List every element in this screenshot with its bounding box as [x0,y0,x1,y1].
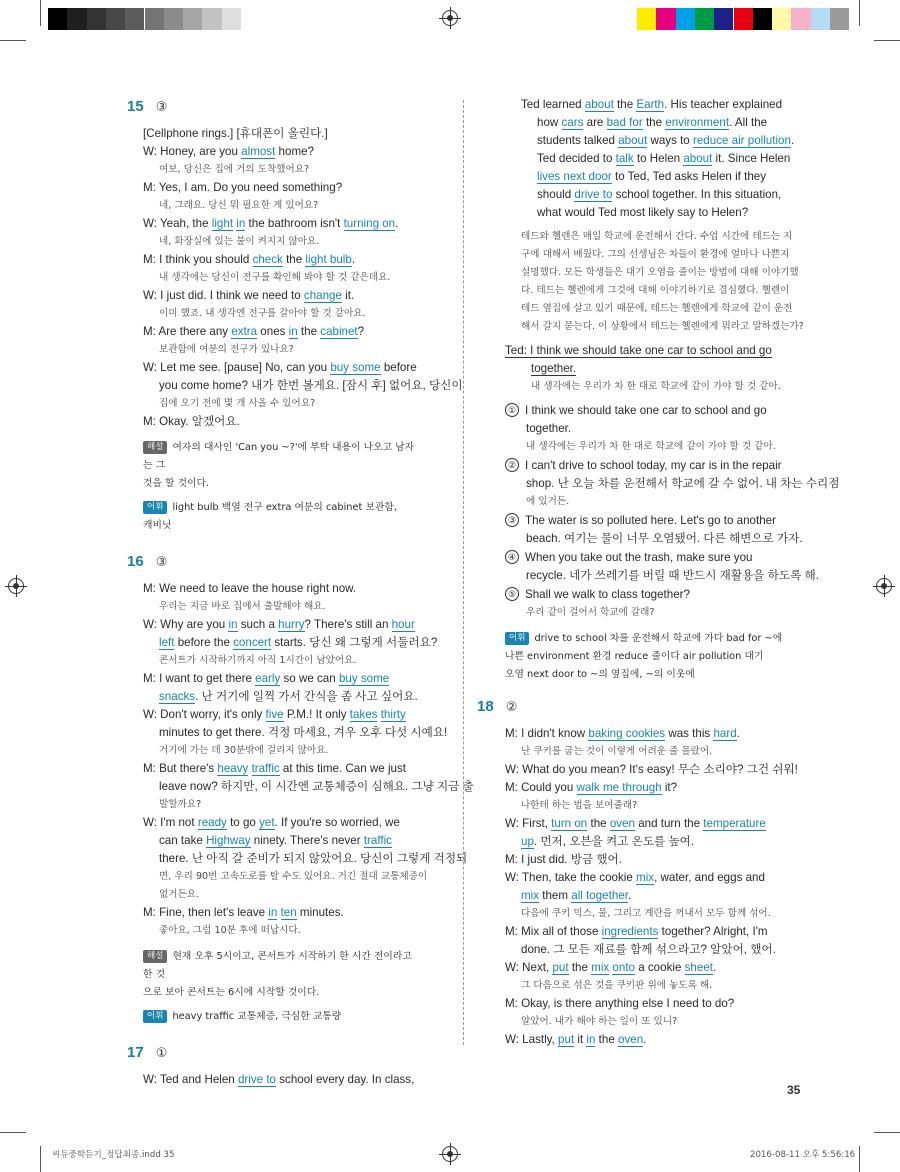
question-17-vocabulary: 어휘 drive to school 차를 운전해서 학교에 가다 bad for ~에 나쁜 environment 환경 reduce 줄이다 air pollution 대기 오염 next door to ~의 옆집에, ~의 이웃에 [505,633,783,680]
color-swatch [125,8,144,30]
script-line: left before the concert starts. 당신 왜 그렇게 서둘러요? [159,636,438,649]
registration-mark-right-icon [876,578,892,594]
question-17-translation [505,228,804,336]
crop-mark [0,40,26,41]
answer-mark: ③ [155,553,168,569]
script-line: M: Could you walk me through it? [505,781,678,794]
crop-mark [874,1132,900,1133]
question-17-options [505,402,840,622]
ted-answer: Ted: I think we should take one car to school and go together. 내 생각에는 우리가 차 한 대로 학교에 같이 가야 할 것 같아. [505,342,800,396]
translation-line: 여보, 당신은 집에 거의 도착했어요? [159,164,310,175]
color-swatch [48,8,67,30]
footer-timestamp: 2016-08-11 오후 5:56:16 [750,1150,856,1160]
crop-mark [0,1132,26,1133]
translation-line: 콘서트가 시작하기까지 아직 1시간이 남았어요. [159,655,357,666]
script-line: M: But there's heavy traffic at this time. Can we just [143,762,406,775]
script-line: up. 먼저, 오븐을 켜고 온도를 높여. [521,835,695,848]
explanation-badge: 해설 [143,950,167,963]
color-swatch [753,8,772,30]
answer-mark: ③ [155,98,168,114]
color-swatch [202,8,221,30]
color-swatch [183,8,202,30]
question-18-header [477,698,800,715]
translation-line: 없거든요. [159,889,200,900]
color-swatch [695,8,714,30]
translation-line: 좋아요, 그럼 10분 후에 떠납시다. [159,925,301,936]
vocabulary-badge: 어휘 [143,1010,167,1023]
translation-line: 나한테 하는 법을 보여줄래? [521,800,638,811]
translation-line: 테드와 헬렌은 매일 학교에 운전해서 간다. 수업 시간에 테드는 지 [521,231,793,242]
color-swatch [106,8,125,30]
script-line: lives next door to Ted, Ted asks Helen if they [537,170,767,183]
script-line: W: I'm not ready to go yet. If you're so worried, we [143,816,400,829]
color-swatch [811,8,830,30]
translation-line: 설명했다. 모든 학생들은 대기 오염을 줄이는 방법에 대해 이야기했 [521,267,799,278]
color-swatch [67,8,86,30]
translation-line: 발할까요? [159,799,202,810]
script-line: snacks. 난 거기에 일찍 가서 간식을 좀 사고 싶어요. [159,690,418,703]
script-line: W: Let me see. [pause] No, can you buy some before [143,361,417,374]
color-swatch [145,8,164,30]
registration-mark-top-icon [442,10,458,26]
crop-mark [874,40,900,41]
registration-mark-bottom-icon [442,1146,458,1162]
translation-line: 다음에 쿠키 믹스, 물, 그리고 계란을 꺼내서 모두 함께 섞어. [521,908,771,919]
vocabulary-badge: 어휘 [505,632,529,645]
answer-option: ② I can't drive to school today, my car is in the repair shop. 난 오늘 차를 운전해서 학교에 갈 수 없어. 내 차는 수리점 에 있거든. [505,457,800,511]
question-number: 15 [127,98,144,115]
column-divider [463,100,464,1045]
script-line: how cars are bad for the environment. All the [537,116,768,129]
script-line: Ted learned about the Earth. His teacher explained [521,98,783,111]
script-line: students talked about ways to reduce air pollution. [537,134,795,147]
color-swatch [656,8,675,30]
left-column [127,98,474,1089]
script-line: W: Lastly, put it in the oven. [505,1033,647,1046]
right-column [477,96,840,1049]
script-line: M: Are there any extra ones in the cabinet? [143,325,365,338]
script-line: W: Ted and Helen drive to school every day. In class, [143,1073,415,1086]
question-16-explanation: 해설 현재 오후 5시이고, 콘서트가 시작하기 한 시간 전이라고 한 것 으로 보아 콘서트는 6시에 시작할 것이다. [143,951,412,998]
script-line: W: Why are you in such a hurry? There's still an hour [143,618,415,631]
script-line: W: Honey, are you almost home? [143,145,314,158]
script-line: M: I didn't know baking cookies was this hard. [505,727,740,740]
translation-line: 우리는 지금 바로 집에서 출발해야 해요. [159,601,326,612]
footer-filename: 씨듀중학듣기_정답최종.indd 35 [52,1150,175,1160]
script-line: M: We need to leave the house right now. [143,582,357,595]
script-line: mix them all together. [521,889,632,902]
script-line: can take Highway ninety. There's never traffic [159,834,392,847]
color-swatch [772,8,791,30]
script-line: M: I think you should check the light bulb. [143,253,356,266]
script-line: W: Next, put the mix onto a cookie sheet. [505,961,717,974]
script-line: W: First, turn on the oven and turn the temperature [505,817,766,830]
translation-line: 구에 대해서 배웠다. 그의 선생님은 차들이 환경에 얼마나 나쁜지 [521,249,790,260]
script-line: W: I just did. I think we need to change it. [143,289,355,302]
script-line: M: Okay, is there anything else I need to do? [505,997,735,1010]
question-18-script [505,725,800,1049]
question-15-script [127,125,463,431]
ted-answer-translation: 내 생각에는 우리가 차 한 대로 학교에 같이 가야 할 것 같아. [531,381,781,392]
script-line: should drive to school together. In this situation, [537,188,782,201]
translation-line: 해서 갈지 묻는다. 이 상황에서 테드는 헬렌에게 뭐라고 말하겠는가? [521,321,804,332]
script-line: M: Mix all of those ingredients together? Alright, I'm [505,925,768,938]
question-16-script [127,580,474,940]
option-number: ⑤ [505,587,519,601]
script-line: leave now? 하지만, 이 시간엔 교통체증이 심해요. 그냥 지금 출 [159,780,474,793]
translation-line: 네, 화장실에 있는 불이 켜지지 않아요. [159,236,320,247]
translation-line: 네, 그래요. 당신 뭐 필요한 게 있어요? [159,200,319,211]
explanation-badge: 해설 [143,441,167,454]
script-line: minutes to get there. 걱정 마세요, 겨우 오후 다섯 시예요! [159,726,448,739]
script-line: there. 난 아직 갈 준비가 되지 않았어요. 당신이 그렇게 걱정되 [159,852,468,865]
answer-option: ③ The water is so polluted here. Let's go to another beach. 여기는 물이 너무 오염됐어. 다른 해변으로 가자. [505,512,800,548]
script-line: M: I want to get there early so we can buy some [143,672,390,685]
ted-answer-line: Ted: I think we should take one car to school and go [505,344,772,357]
script-line: M: Okay. 알겠어요. [143,415,240,428]
option-number: ② [505,458,519,472]
crop-mark [40,1146,41,1172]
script-line: M: Yes, I am. Do you need something? [143,181,343,194]
script-line: W: Then, take the cookie mix, water, and eggs and [505,871,765,884]
script-line: done. 그 모든 재료를 함께 섞으라고? 알았어, 했어. [521,943,776,956]
question-15-header [127,98,422,115]
color-swatch [734,8,753,30]
question-16-header [127,553,422,570]
answer-option: ⑤ Shall we walk to class together? 우리 같이 걸어서 학교에 갈래? [505,586,800,622]
option-number: ① [505,403,519,417]
answer-option: ④ When you take out the trash, make sure you recycle. 네가 쓰레기를 버릴 때 반드시 재활용을 하도록 해. [505,549,800,585]
translation-line: 그 다음으로 섞은 것을 쿠키판 위에 놓도록 해. [521,980,713,991]
option-number: ④ [505,550,519,564]
script-line: what would Ted most likely say to Helen? [537,206,749,219]
translation-line: 다. 테드는 헬렌에게 그것에 대해 이야기하기로 결심했다. 헬렌이 [521,285,790,296]
question-16-vocabulary: 어휘 heavy traffic 교통체증, 극심한 교통량 [127,1008,422,1026]
script-line: Ted decided to talk to Helen about it. Since Helen [537,152,791,165]
color-swatch [830,8,849,30]
question-number: 16 [127,553,144,570]
script-line: [Cellphone rings.] [휴대폰이 올린다.] [143,127,328,140]
translation-line: 집에 오기 전에 몇 개 사올 수 있어요? [159,398,316,409]
color-swatch [791,8,810,30]
color-swatch [222,8,241,30]
page-number: 35 [787,1083,801,1097]
question-17-script-start [127,1071,422,1089]
color-swatch [714,8,733,30]
question-15-explanation: 해설 여자의 대사인 'Can you ~?'에 부탁 내용이 나오고 남자는 그 것을 할 것이다. [143,442,415,489]
translation-line: 거기에 가는 데 30분밖에 걸리지 않아요. [159,745,329,756]
answer-mark: ① [155,1044,168,1060]
script-line: you come home? 내가 한번 볼게요. [잠시 후] 없어요, 당신이 [159,379,463,392]
translation-line: 면, 우리 90번 고속도로를 탈 수도 있어요. 거긴 절대 교통체증이 [159,871,428,882]
color-swatch [637,8,656,30]
registration-mark-left-icon [8,578,24,594]
translation-line: 보관함에 여분의 전구가 있나요? [159,344,294,355]
answer-option: ① I think we should take one car to school and go together. 내 생각에는 우리가 차 한 대로 학교에 같이 가야 할 것 같아. [505,402,800,456]
question-number: 17 [127,1044,144,1061]
translation-line: 테드 옆집에 살고 있기 때문에, 테드는 헬렌에게 학교에 같이 운전 [521,303,793,314]
crop-mark [40,0,41,26]
option-number: ③ [505,513,519,527]
script-line: M: Fine, then let's leave in ten minutes. [143,906,344,919]
translation-line: 알았어. 내가 해야 하는 일이 또 있니? [521,1016,678,1027]
script-line: W: Yeah, the light in the bathroom isn't turning on. [143,217,399,230]
vocabulary-badge: 어휘 [143,501,167,514]
color-swatch [676,8,695,30]
crop-mark [859,1146,860,1172]
script-line: W: What do you mean? It's easy! 무슨 소리야? 그건 쉬워! [505,763,798,776]
answer-mark: ② [505,698,518,714]
script-line: W: Don't worry, it's only five P.M.! It only takes thirty [143,708,406,721]
question-number: 18 [477,698,494,715]
translation-line: 내 생각에는 당신이 전구를 확인해 봐야 할 것 같은데요. [159,272,391,283]
question-17-script [505,96,800,222]
crop-mark [859,0,860,26]
question-17-header [127,1044,422,1061]
script-line: M: I just did. 방금 했어. [505,853,622,866]
color-swatch [164,8,183,30]
color-swatch [87,8,106,30]
translation-line: 난 쿠키를 굽는 것이 이렇게 어려운 줄 몰랐어. [521,746,713,757]
translation-line: 이미 했죠. 내 생각엔 전구를 갈아야 할 것 같아요. [159,308,366,319]
question-15-vocabulary: 어휘 light bulb 백열 전구 extra 여분의 cabinet 보관함, 캐비닛 [143,502,398,531]
